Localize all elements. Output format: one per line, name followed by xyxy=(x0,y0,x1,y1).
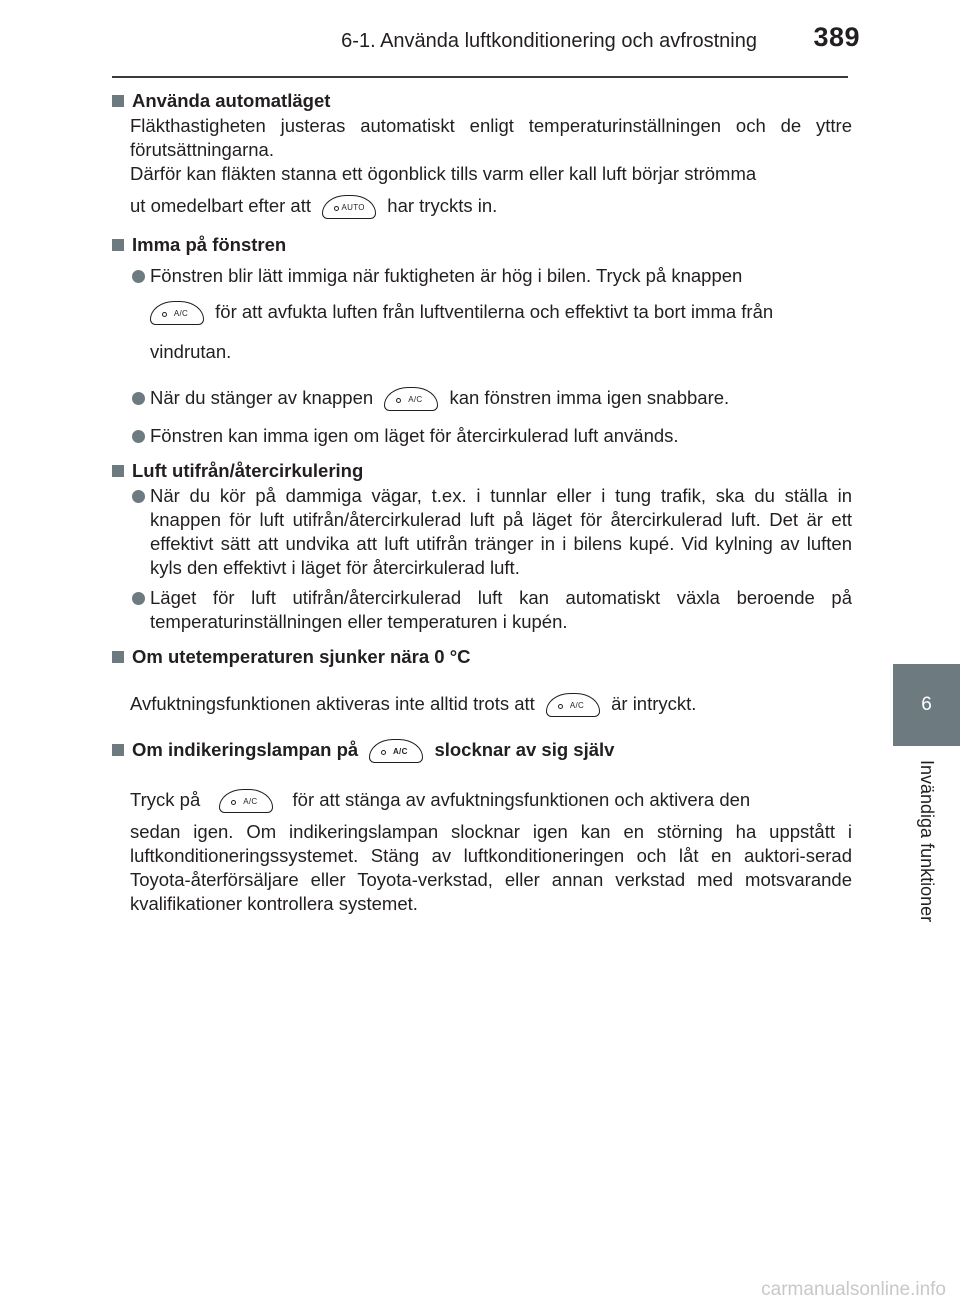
square-bullet-icon xyxy=(112,95,124,107)
list-item: När du kör på dammiga vägar, t.ex. i tunnlar eller i tung trafik, ska du ställa in knappen för luft utifrån/återcirkulerad luft på läget för återcirkulerad luft. Det är ett effektivt sätt att undvika att luft utifrån tränger in i bilens kupé. Vid kylning av luften kyls den effektivt i läget för återcirkulerad luft. xyxy=(132,484,852,580)
chapter-title: Invändiga funktioner xyxy=(917,760,937,923)
square-bullet-icon xyxy=(112,239,124,251)
paragraph: Fläkthastigheten justeras automatiskt enligt temperaturinställningen och de yttre förutsättningarna. xyxy=(130,115,852,160)
square-bullet-icon xyxy=(112,465,124,477)
ac-button-icon: A/C xyxy=(369,739,423,763)
ac-button-icon: A/C xyxy=(384,387,438,411)
square-bullet-icon xyxy=(112,651,124,663)
list-item: Fönstren kan imma igen om läget för återcirkulerad luft används. xyxy=(132,424,852,448)
round-bullet-icon xyxy=(132,490,145,503)
chapter-tab[interactable] xyxy=(893,664,960,746)
section-heading-outside-recirculated-air: Luft utifrån/återcirkulering xyxy=(112,458,852,484)
ac-button-icon: A/C xyxy=(546,693,600,717)
square-bullet-icon xyxy=(112,744,124,756)
page-content xyxy=(112,88,852,916)
round-bullet-icon xyxy=(132,430,145,443)
paragraph: Därför kan fläkten stanna ett ögonblick tills varm eller kall luft börjar strömma xyxy=(130,163,757,184)
auto-button-icon: AUTO xyxy=(322,195,376,219)
list-item: Fönstren blir lätt immiga när fuktigheten är hög i bilen. Tryck på knappen A/C för att avfukta luften från luftventilerna och effektivt ta bort imma från vindrutan. xyxy=(132,264,852,372)
section-heading-fogged-windows: Imma på fönstren xyxy=(112,232,852,258)
round-bullet-icon xyxy=(132,392,145,405)
page-number: 389 xyxy=(813,22,860,52)
section-heading-indicator-off: Om indikeringslampan på A/C slocknar av sig själv xyxy=(112,730,852,770)
header-divider xyxy=(112,76,848,78)
ac-button-icon: A/C xyxy=(150,301,204,325)
round-bullet-icon xyxy=(132,592,145,605)
paragraph: sedan igen. Om indikeringslampan slocknar igen kan en störning ha uppstått i luftkonditioneringssystemet. Stäng av luftkonditioneringen och låt en auktori-serad Toyota-återförsäljare eller Toyota-verkstad, eller annan verkstad med motsvarande kvalifikationer kontrollera systemet. xyxy=(130,821,852,914)
header-section-title: 6-1. Använda luftkonditionering och avfrostning xyxy=(341,30,757,52)
list-item: När du stänger av knappen A/C kan fönstren imma igen snabbare. xyxy=(132,378,852,418)
list-item: Läget för luft utifrån/återcirkulerad luft kan automatiskt växla beroende på temperaturinställningen eller temperaturen i kupén. xyxy=(132,586,852,634)
paragraph: Tryck på A/C för att stänga av avfuktningsfunktionen och aktivera den xyxy=(130,780,852,820)
section-heading-low-temperature: Om utetemperaturen sjunker nära 0 °C xyxy=(112,644,852,670)
round-bullet-icon xyxy=(132,270,145,283)
watermark: carmanualsonline.info xyxy=(761,1279,946,1300)
paragraph: ut omedelbart efter att AUTO har tryckts in. xyxy=(130,186,852,226)
chapter-number: 6 xyxy=(921,694,932,715)
section-heading-auto-mode: Använda automatläget xyxy=(112,88,852,114)
ac-button-icon: A/C xyxy=(219,789,273,813)
paragraph: Avfuktningsfunktionen aktiveras inte alltid trots att A/C är intryckt. xyxy=(130,684,852,724)
page-header xyxy=(0,22,860,54)
